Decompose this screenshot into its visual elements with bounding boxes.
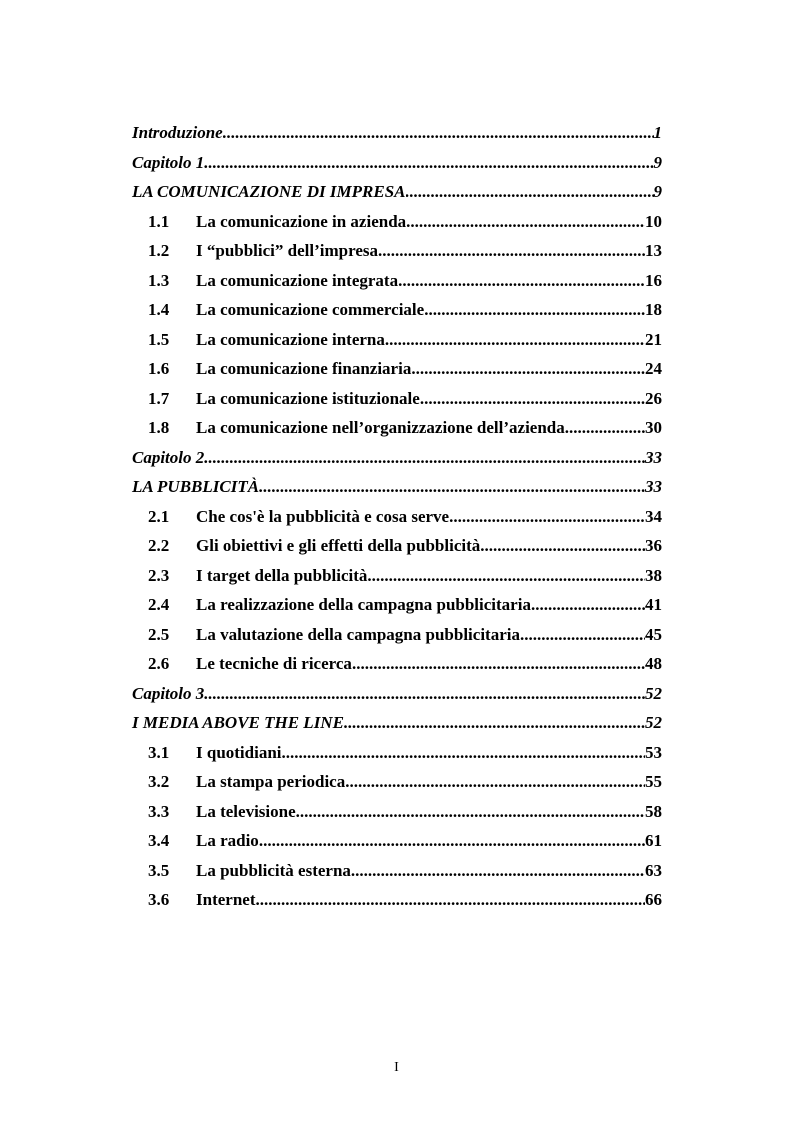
entry-title: La radio	[196, 831, 259, 850]
entry-title: La valutazione della campagna pubblicitaria	[196, 624, 520, 644]
toc-entry[interactable]	[132, 384, 662, 414]
toc-entry[interactable]	[132, 531, 662, 561]
entry-title: I “pubblici” dell’impresa	[196, 241, 378, 260]
entry-number: 3.3	[148, 801, 170, 821]
entry-title: La pubblicità esterna	[196, 860, 351, 880]
toc-entry[interactable]	[132, 826, 662, 856]
toc-entry[interactable]	[132, 177, 662, 207]
dot-leader	[531, 590, 645, 620]
entry-page: 24	[645, 359, 662, 378]
entry-number: 3.6	[148, 890, 170, 909]
dot-leader	[204, 148, 653, 178]
entry-title: Capitolo 2	[132, 447, 205, 467]
dot-leader	[223, 118, 654, 148]
dot-leader	[282, 738, 645, 768]
page-number: I	[394, 1060, 399, 1075]
dot-leader	[344, 708, 645, 738]
entry-page: 13	[645, 241, 662, 260]
entry-number: 3.1	[148, 742, 170, 762]
dot-leader	[398, 266, 645, 296]
entry-page: 1	[653, 123, 662, 142]
entry-page: 41	[645, 595, 662, 614]
dot-leader	[565, 413, 645, 443]
entry-number: 1.5	[148, 329, 170, 349]
entry-title: Gli obiettivi e gli effetti della pubblicità	[196, 536, 481, 555]
toc-entry[interactable]	[132, 797, 662, 827]
entry-number: 2.3	[148, 565, 170, 585]
toc-entry[interactable]	[132, 679, 662, 709]
entry-page: 53	[645, 742, 662, 762]
toc-entry[interactable]	[132, 236, 662, 266]
entry-number: 1.4	[148, 300, 170, 319]
entry-page: 38	[645, 565, 662, 585]
entry-page: 33	[645, 477, 662, 496]
toc-entry[interactable]	[132, 502, 662, 532]
entry-page: 58	[645, 801, 662, 821]
dot-leader	[406, 177, 654, 207]
entry-title: I MEDIA ABOVE THE LINE	[132, 713, 344, 732]
dot-leader	[345, 767, 645, 797]
dot-leader	[351, 856, 645, 886]
dot-leader	[259, 826, 645, 856]
entry-page: 52	[645, 683, 662, 703]
toc-entry[interactable]	[132, 413, 662, 443]
entry-title: Internet	[196, 890, 256, 909]
entry-number: 1.2	[148, 241, 170, 260]
entry-title: La realizzazione della campagna pubblicitaria	[196, 595, 531, 614]
entry-page: 33	[645, 447, 662, 467]
entry-title: I quotidiani	[196, 742, 282, 762]
dot-leader	[480, 531, 645, 561]
dot-leader	[259, 472, 645, 502]
entry-page: 21	[645, 329, 662, 349]
toc-entry[interactable]	[132, 738, 662, 768]
entry-title: La televisione	[196, 801, 296, 821]
entry-page: 34	[645, 506, 662, 526]
entry-number: 2.2	[148, 536, 170, 555]
toc-entry[interactable]	[132, 649, 662, 679]
entry-page: 66	[645, 890, 662, 909]
dot-leader	[424, 295, 645, 325]
toc-entry[interactable]	[132, 148, 662, 178]
dot-leader	[204, 443, 645, 473]
entry-page: 9	[653, 152, 662, 172]
dot-leader	[406, 207, 645, 237]
entry-title: La comunicazione integrata	[196, 270, 399, 290]
entry-number: 3.2	[148, 772, 170, 791]
entry-number: 1.3	[148, 270, 170, 290]
entry-title: LA COMUNICAZIONE DI IMPRESA	[132, 182, 406, 201]
toc-entry[interactable]	[132, 620, 662, 650]
entry-title: Capitolo 1	[132, 152, 205, 172]
entry-page: 61	[645, 831, 662, 850]
entry-page: 16	[645, 270, 662, 290]
dot-leader	[204, 679, 645, 709]
toc-entry[interactable]	[132, 472, 662, 502]
dot-leader	[255, 885, 645, 915]
entry-title: La comunicazione commerciale	[196, 300, 425, 319]
dot-leader	[411, 354, 645, 384]
dot-leader	[296, 797, 645, 827]
toc-entry[interactable]	[132, 590, 662, 620]
entry-title: I target della pubblicità	[196, 565, 368, 585]
dot-leader	[367, 561, 645, 591]
toc-entry[interactable]	[132, 266, 662, 296]
dot-leader	[378, 236, 645, 266]
entry-page: 63	[645, 860, 662, 880]
entry-page: 10	[645, 211, 662, 231]
dot-leader	[520, 620, 645, 650]
entry-page: 9	[653, 182, 662, 201]
entry-title: Le tecniche di ricerca	[196, 654, 352, 673]
entry-title: La comunicazione in azienda	[196, 211, 407, 231]
entry-title: La stampa periodica	[196, 772, 346, 791]
dot-leader	[385, 325, 645, 355]
toc-entry[interactable]	[132, 207, 662, 237]
toc-entry[interactable]	[132, 443, 662, 473]
entry-page: 45	[645, 624, 662, 644]
table-of-contents	[132, 118, 662, 915]
entry-title: LA PUBBLICITÀ	[132, 477, 260, 496]
toc-entry[interactable]	[132, 856, 662, 886]
entry-page: 26	[645, 388, 662, 408]
entry-number: 1.6	[148, 359, 170, 378]
toc-entry[interactable]	[132, 354, 662, 384]
entry-title: Che cos'è la pubblicità e cosa serve	[196, 506, 450, 526]
entry-title: Introduzione	[132, 123, 223, 142]
toc-entry[interactable]	[132, 118, 662, 148]
entry-page: 18	[645, 300, 662, 319]
entry-page: 52	[645, 713, 662, 732]
entry-title: La comunicazione nell’organizzazione dell’azienda	[196, 418, 565, 437]
entry-page: 30	[645, 418, 662, 437]
dot-leader	[420, 384, 645, 414]
entry-title: La comunicazione finanziaria	[196, 359, 412, 378]
entry-number: 1.1	[148, 211, 170, 231]
entry-title: La comunicazione istituzionale	[196, 388, 420, 408]
entry-number: 3.4	[148, 831, 170, 850]
dot-leader	[352, 649, 645, 679]
entry-number: 2.6	[148, 654, 170, 673]
entry-title: La comunicazione interna	[196, 329, 385, 349]
toc-entry[interactable]	[132, 885, 662, 915]
entry-number: 1.7	[148, 388, 170, 408]
toc-entry[interactable]	[132, 561, 662, 591]
entry-page: 36	[645, 536, 662, 555]
dot-leader	[449, 502, 645, 532]
entry-title: Capitolo 3	[132, 683, 205, 703]
entry-page: 55	[645, 772, 662, 791]
entry-number: 2.1	[148, 506, 170, 526]
entry-number: 3.5	[148, 860, 170, 880]
toc-entry[interactable]	[132, 325, 662, 355]
toc-entry[interactable]	[132, 295, 662, 325]
entry-page: 48	[645, 654, 662, 673]
toc-entry[interactable]	[132, 767, 662, 797]
entry-number: 2.4	[148, 595, 170, 614]
toc-entry[interactable]	[132, 708, 662, 738]
entry-number: 1.8	[148, 418, 170, 437]
entry-number: 2.5	[148, 624, 170, 644]
